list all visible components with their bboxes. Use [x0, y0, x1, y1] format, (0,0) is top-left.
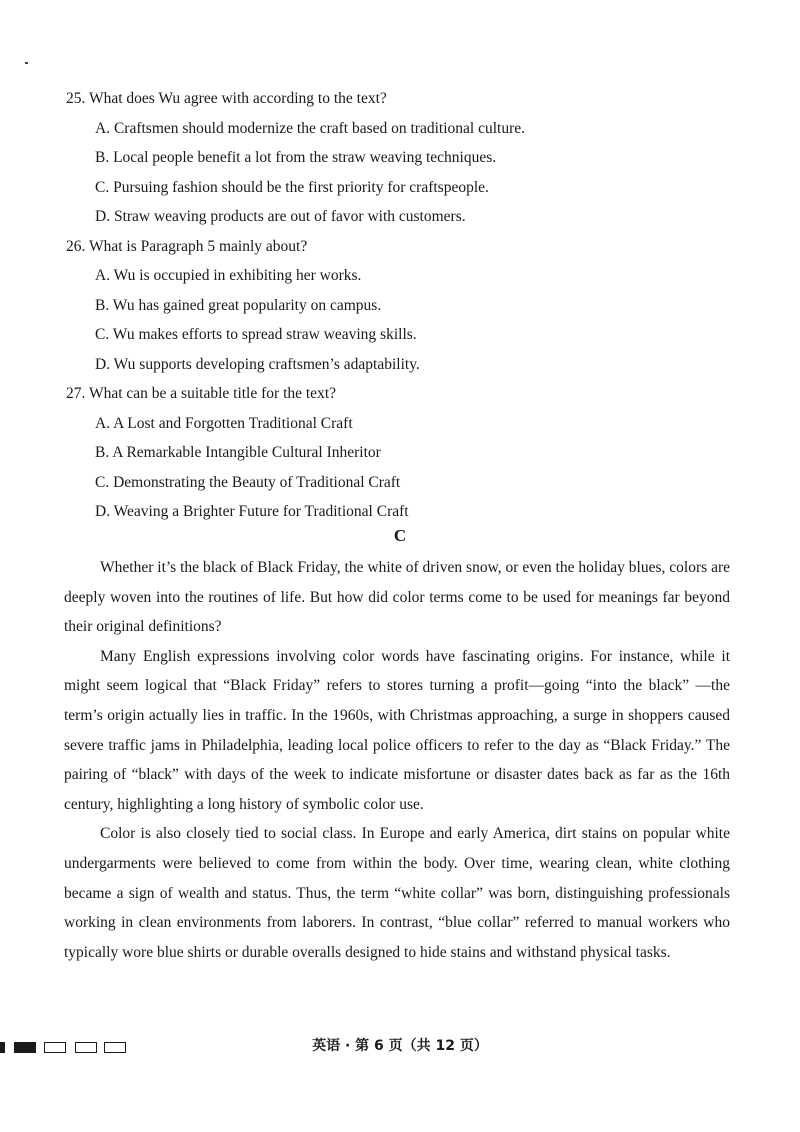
option-c: C. Demonstrating the Beauty of Traditional Craft: [95, 473, 401, 491]
scan-speck: [25, 62, 28, 64]
question-stem: 27. What can be a suitable title for the text?: [66, 385, 337, 402]
option-b: B. Wu has gained great popularity on campus.: [95, 296, 382, 314]
option-d: D. Wu supports developing craftsmen’s adaptability.: [95, 355, 420, 373]
option-d: D. Weaving a Brighter Future for Traditional Craft: [95, 503, 409, 520]
passage-paragraph-3: Color is also closely tied to social class. In Europe and early America, dirt stains on popular white undergarments were believed to come from within the body. Over time, wearing clean, white clothing became a sign of wealth and status. Thus, the term “white collar” was born, distinguishing professionals working in clean environments from laborers. In contrast, “blue collar” referred to manual workers who typically wore blue shirts or durable overalls designed to hide stains and withstand physical tasks.: [64, 825, 730, 961]
page-number-footer: 英语 · 第 6 页（共 12 页）: [312, 1038, 488, 1054]
section-heading: C: [393, 526, 407, 545]
reading-passage: [64, 553, 730, 967]
question-list: [66, 84, 746, 527]
question-stem: 26. What is Paragraph 5 mainly about?: [66, 237, 308, 255]
option-a: A. A Lost and Forgotten Traditional Craft: [95, 414, 353, 432]
option-c: C. Wu makes efforts to spread straw weaving skills.: [95, 326, 417, 343]
question-25: [66, 84, 746, 232]
question-27: [66, 379, 746, 527]
option-b: B. A Remarkable Intangible Cultural Inheritor: [95, 444, 381, 461]
option-d: D. Straw weaving products are out of favor with customers.: [95, 208, 466, 225]
passage-paragraph-1: Whether it’s the black of Black Friday, the white of driven snow, or even the holiday blues, colors are deeply woven into the routines of life. But how did color terms come to be used for meanings far beyond their original definitions?: [64, 559, 730, 636]
option-c: C. Pursuing fashion should be the first priority for craftspeople.: [95, 178, 489, 196]
option-b: B. Local people benefit a lot from the straw weaving techniques.: [95, 149, 497, 166]
option-a: A. Craftsmen should modernize the craft based on traditional culture.: [95, 119, 525, 137]
option-a: A. Wu is occupied in exhibiting her works.: [95, 267, 362, 284]
question-stem: 25. What does Wu agree with according to the text?: [66, 90, 387, 107]
question-26: [66, 232, 746, 380]
passage-paragraph-2: Many English expressions involving color words have fascinating origins. For instance, while it might seem logical that “Black Friday” refers to stores turning a profit—going “into the black” —the term’s origin actually lies in traffic. In the 1960s, with Christmas approaching, a surge in shoppers caused severe traffic jams in Philadelphia, leading local police officers to refer to the day as “Black Friday.” The pairing of “black” with days of the week to indicate misfortune or disaster dates back as far as the 16th century, highlighting a long history of symbolic color use.: [64, 647, 730, 813]
